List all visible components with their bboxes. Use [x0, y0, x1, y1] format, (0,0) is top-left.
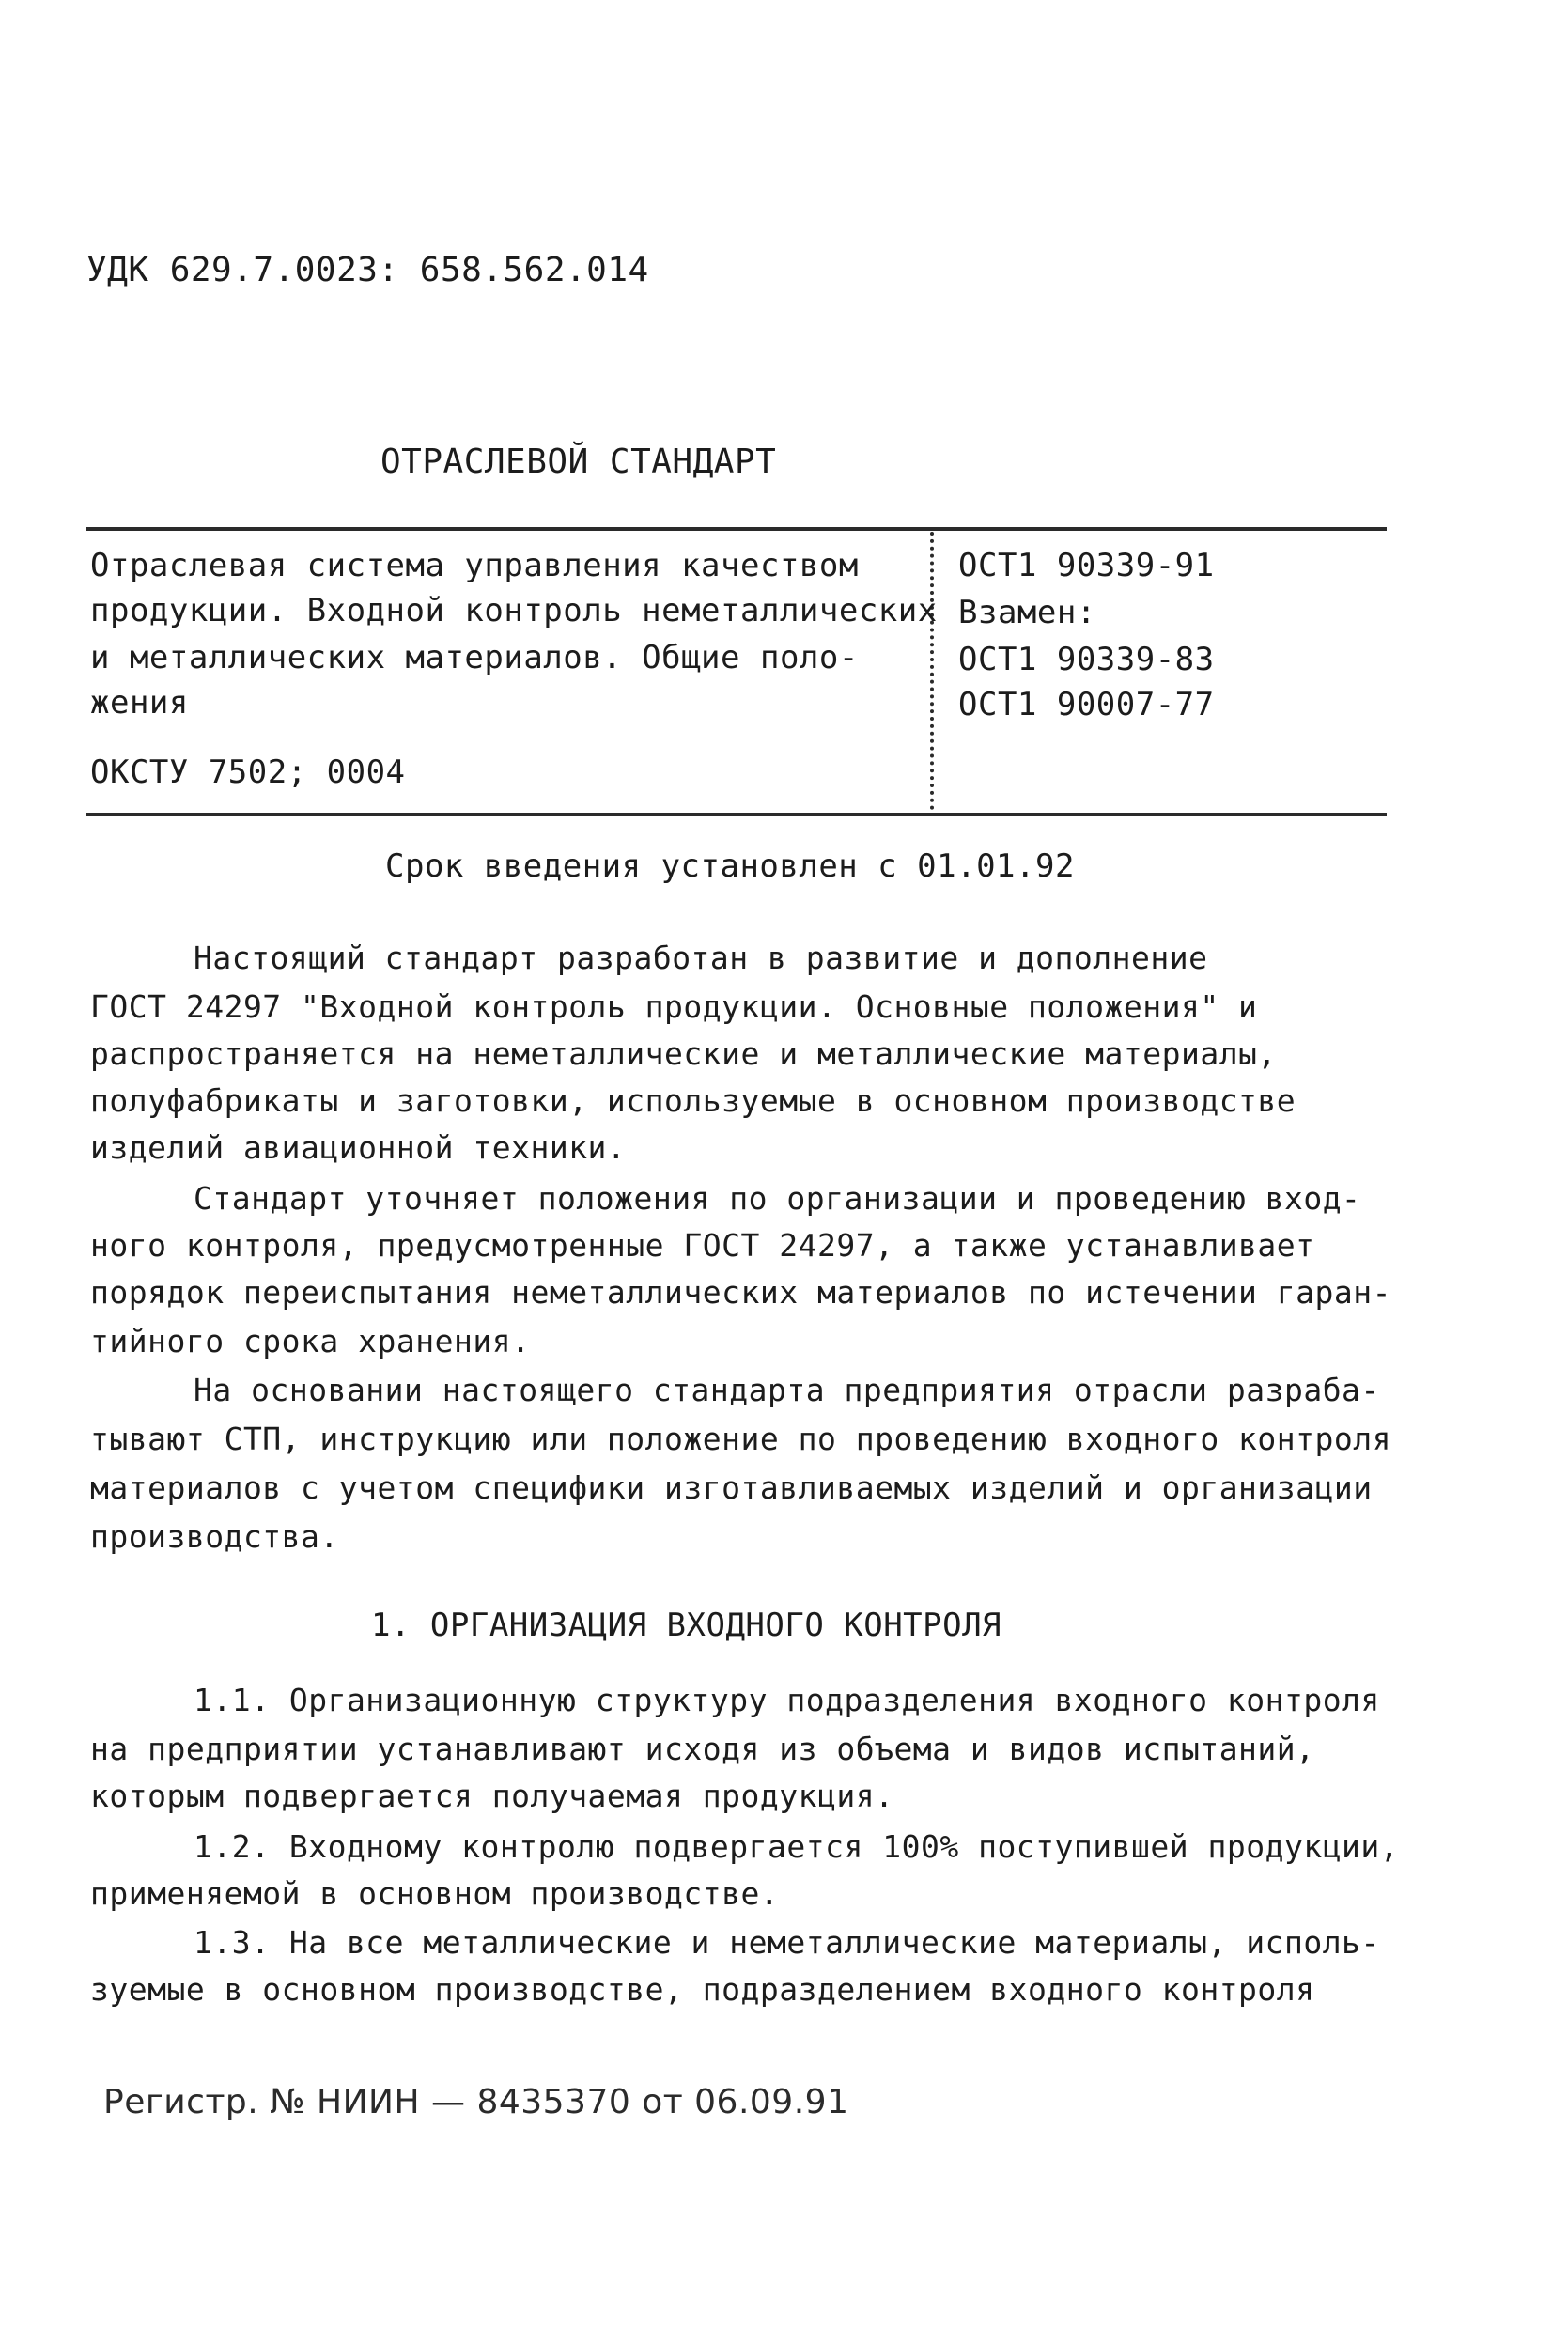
body-line: На основании настоящего стандарта предприятия отрасли разраба- — [194, 1372, 1380, 1408]
header-right-line: ОСТ1 90339-83 — [958, 641, 1215, 678]
oksty-code: ОКСТУ 7502; 0004 — [90, 753, 406, 791]
udk-code: УДК 629.7.0023: 658.562.014 — [86, 251, 649, 289]
header-right-line: ОСТ1 90339-91 — [958, 547, 1215, 584]
standard-title: ОТРАСЛЕВОЙ СТАНДАРТ — [380, 443, 777, 481]
body-line: Настоящий стандарт разработан в развитие и дополнение — [194, 940, 1208, 976]
header-right-line: ОСТ1 90007-77 — [958, 686, 1215, 723]
body-line: распространяется на неметаллические и металлические материалы, — [90, 1035, 1277, 1072]
clause-line: 1.1. Организационную структуру подразделения входного контроля — [194, 1682, 1380, 1718]
body-line: тийного срока хранения. — [90, 1323, 531, 1359]
body-line: Стандарт уточняет положения по организации и проведению вход- — [194, 1180, 1361, 1217]
header-rule-top — [86, 527, 1387, 531]
header-right-line: Взамен: — [958, 594, 1096, 631]
effective-date: Срок введения установлен с 01.01.92 — [385, 847, 1075, 885]
body-line: изделий авиационной техники. — [90, 1129, 627, 1166]
section-heading: 1. ОРГАНИЗАЦИЯ ВХОДНОГО КОНТРОЛЯ — [371, 1607, 1002, 1644]
body-line: ного контроля, предусмотренные ГОСТ 24297, а также устанавливает — [90, 1227, 1315, 1264]
clause-line: на предприятии устанавливают исходя из объема и видов испытаний, — [90, 1731, 1315, 1767]
clause-line: 1.3. На все металлические и неметаллические материалы, исполь- — [194, 1924, 1380, 1961]
clause-line: которым подвергается получаемая продукция. — [90, 1778, 894, 1814]
header-column-separator — [930, 532, 934, 810]
registration-stamp: Регистр. № НИИН — 8435370 от 06.09.91 — [103, 2083, 849, 2121]
clause-line: зуемые в основном производстве, подразделением входного контроля — [90, 1971, 1315, 2008]
header-left-line: и металлических материалов. Общие поло- — [90, 639, 859, 676]
header-left-line: жения — [90, 684, 189, 722]
header-left-line: продукции. Входной контроль неметаллических — [90, 592, 938, 629]
body-line: порядок переиспытания неметаллических материалов по истечении гаран- — [90, 1274, 1392, 1311]
header-left-line: Отраслевая система управления качеством — [90, 547, 859, 584]
clause-line: 1.2. Входному контролю подвергается 100% поступившей продукции, — [194, 1828, 1400, 1865]
body-line: производства. — [90, 1518, 339, 1555]
body-line: материалов с учетом специфики изготавливаемых изделий и организации — [90, 1469, 1373, 1506]
clause-line: применяемой в основном производстве. — [90, 1875, 780, 1912]
body-line: ГОСТ 24297 "Входной контроль продукции. Основные положения" и — [90, 988, 1258, 1025]
header-rule-bottom — [86, 813, 1387, 816]
body-line: полуфабрикаты и заготовки, используемые в основном производстве — [90, 1082, 1296, 1119]
body-line: тывают СТП, инструкцию или положение по проведению входного контроля — [90, 1421, 1392, 1457]
